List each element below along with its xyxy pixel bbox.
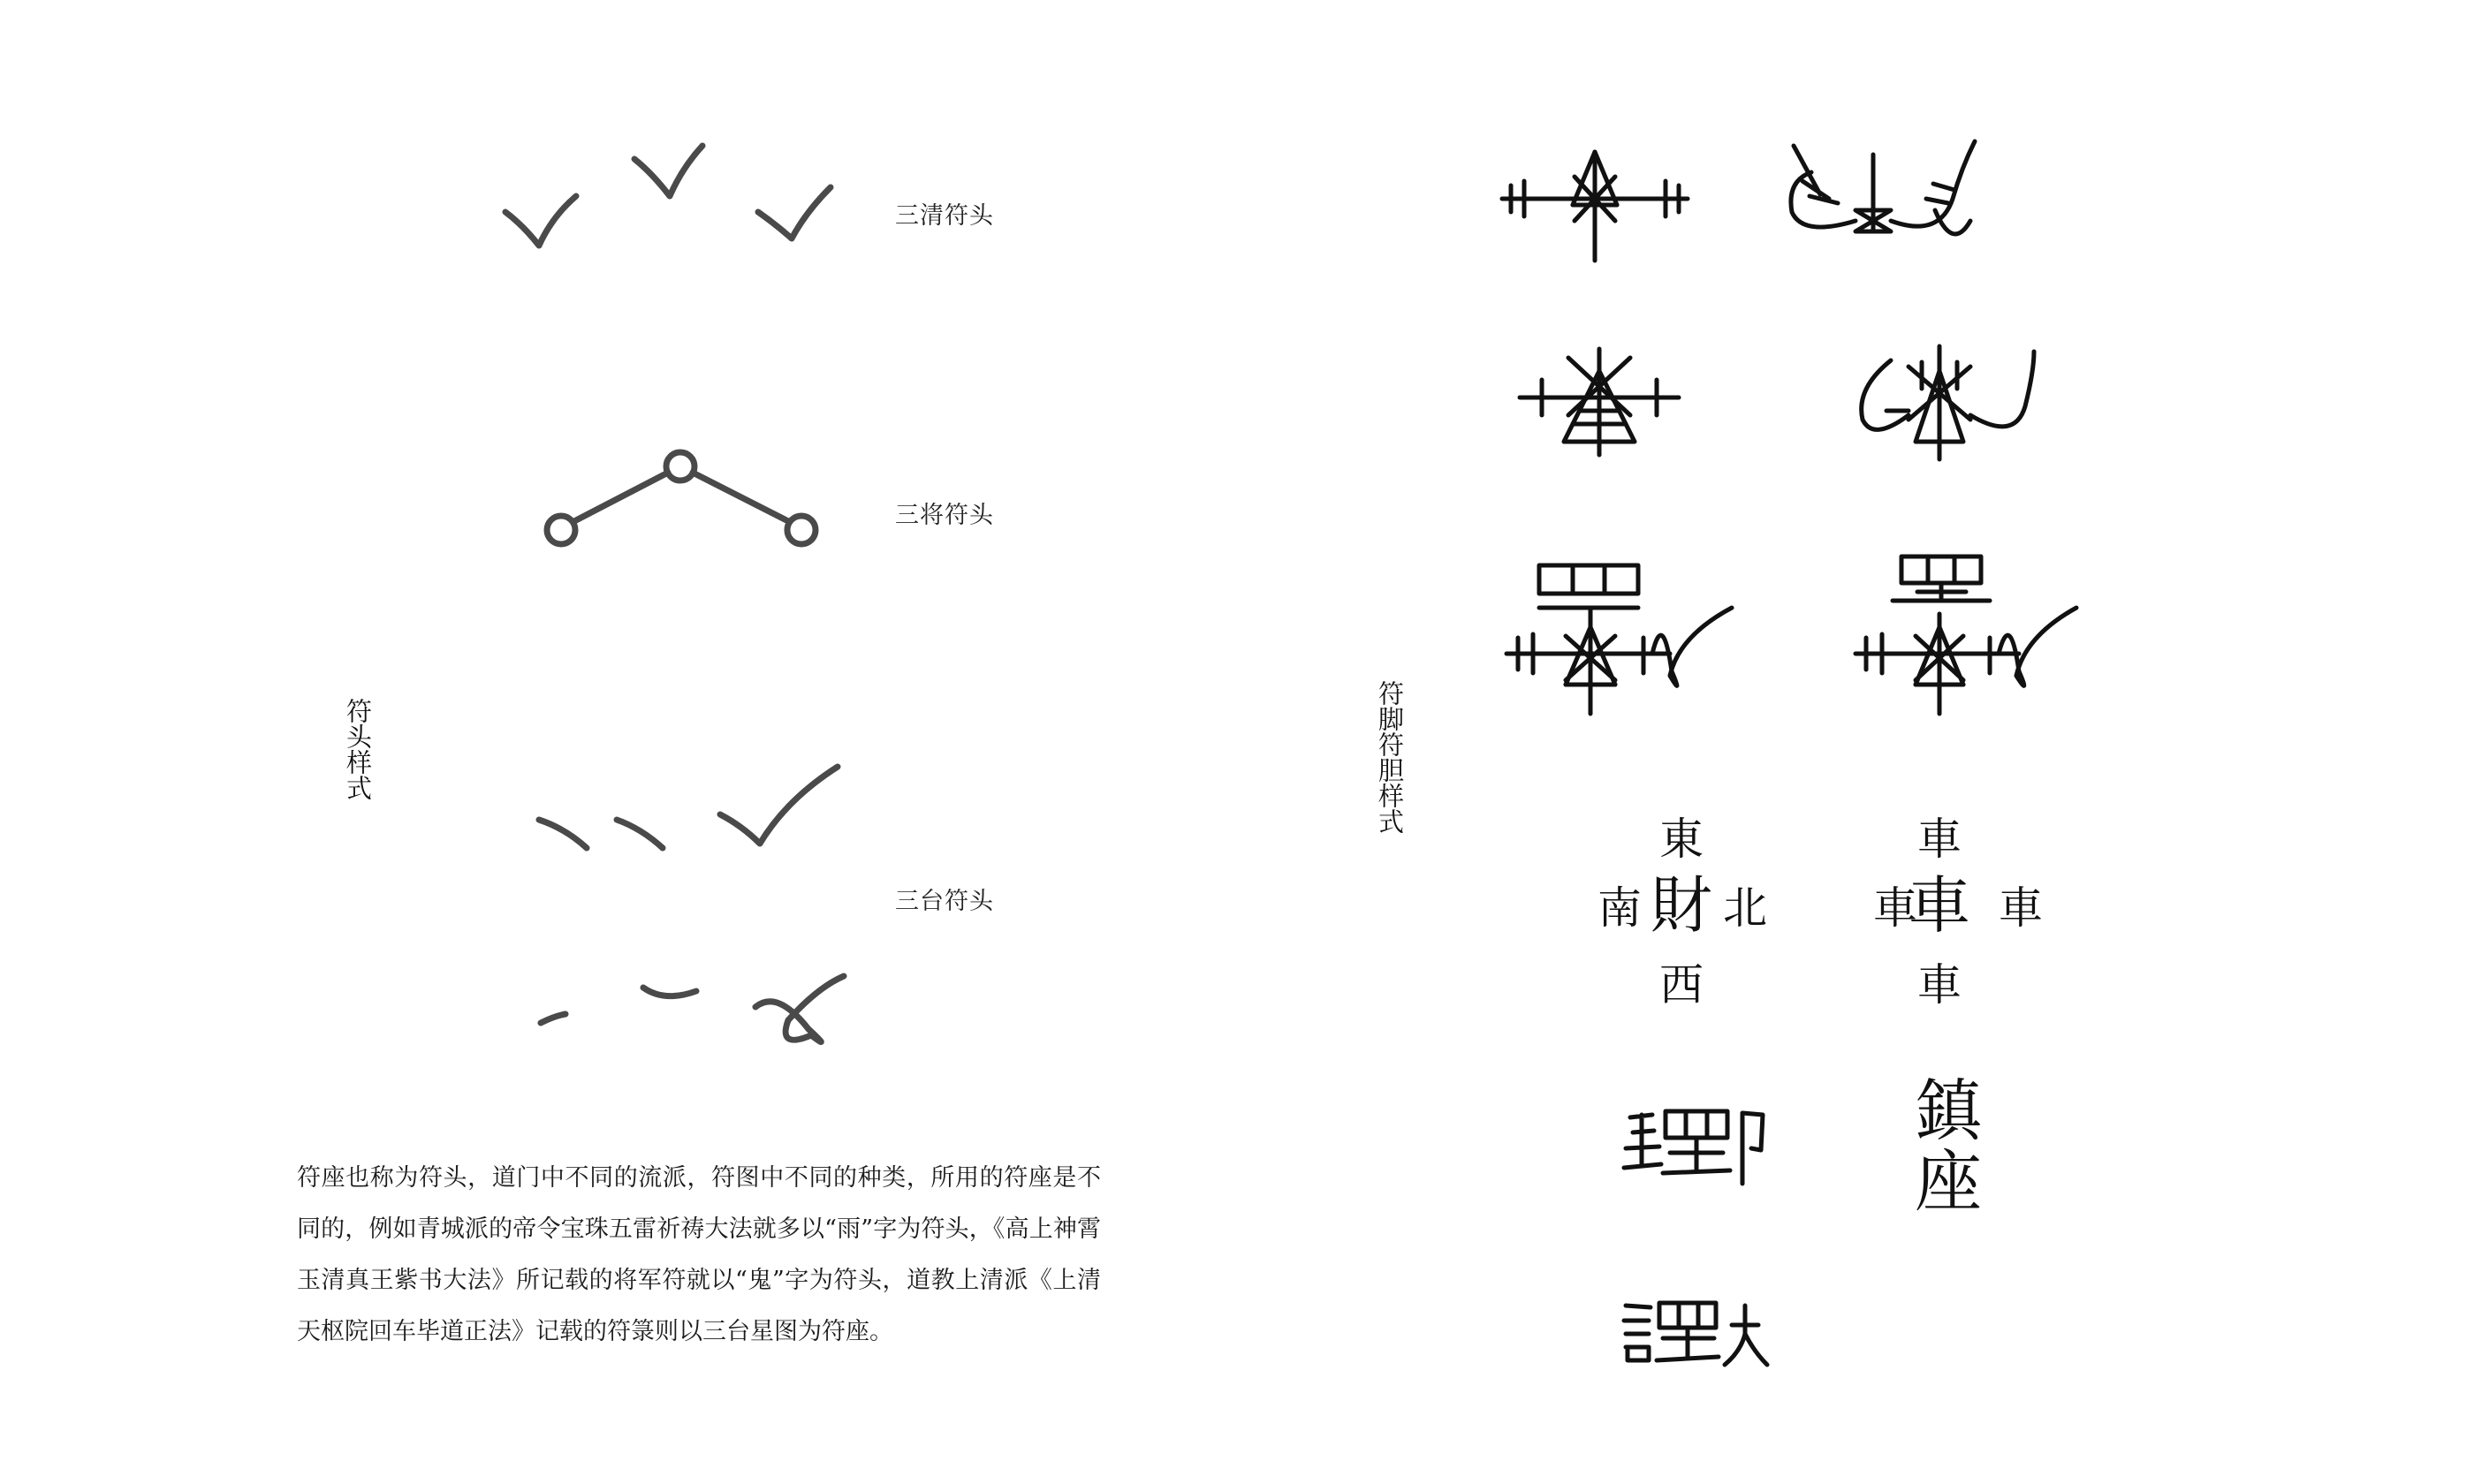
santai-head-label: 三台符头 xyxy=(895,888,994,915)
glyph-zhen: 鎮 xyxy=(1915,1071,1982,1150)
foot-styles-side-label: 符脚符胆样式 xyxy=(1375,680,1405,834)
compound-talisman-glyph-2-icon xyxy=(1237,0,2474,1484)
sanjiang-head-label: 三将符头 xyxy=(895,502,994,529)
glyph-east: 東 xyxy=(1659,814,1704,865)
glyph-south: 南 xyxy=(1597,882,1642,934)
glyph-car-right: 車 xyxy=(1999,882,2043,934)
glyph-north: 北 xyxy=(1723,882,1767,934)
head-styles-side-label: 符头样式 xyxy=(343,698,373,800)
description-paragraph: 符座也称为符头，道门中不同的流派，符图中不同的种类，所用的符座是不同的，例如青城派的帝令宝珠五雷祈祷大法就多以“雨”字为符头，《高上神霄玉清真王紫书大法》所记载的将军符就以“鬼”字为符头，道教上清派《上清天枢院回车毕道正法》记载的符箓则以三台星图为符座。 xyxy=(297,1164,1101,1345)
glyph-wealth: 財 xyxy=(1651,869,1712,942)
right-page xyxy=(1237,0,2474,1484)
sanqing-head-label: 三清符头 xyxy=(895,202,994,230)
glyph-car-left: 車 xyxy=(1873,882,1917,934)
glyph-car-bottom: 車 xyxy=(1917,959,1962,1011)
glyph-west: 西 xyxy=(1659,959,1704,1011)
glyph-zuo: 座 xyxy=(1915,1142,1982,1221)
glyph-car-top: 車 xyxy=(1917,814,1962,865)
glyph-car-center: 車 xyxy=(1909,869,1970,942)
